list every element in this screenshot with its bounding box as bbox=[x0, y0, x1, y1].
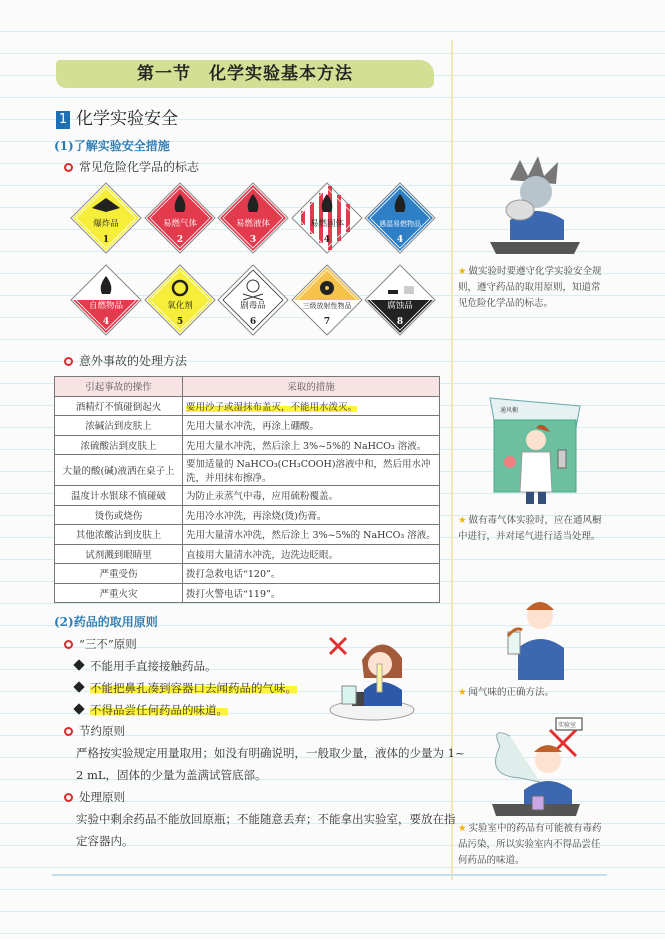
ring-bullet-icon bbox=[64, 163, 73, 172]
table-row bbox=[55, 416, 440, 436]
sign-class-number: 4 bbox=[102, 317, 110, 327]
side-note-2 bbox=[458, 513, 608, 545]
table-row bbox=[55, 455, 440, 486]
table-row bbox=[55, 486, 440, 506]
scientist-explosion-illustration bbox=[480, 150, 590, 260]
hazard-sign-toxic bbox=[217, 264, 289, 336]
fume-hood-illustration bbox=[480, 388, 590, 506]
hazard-sign-flame bbox=[144, 182, 216, 254]
side-note-1 bbox=[458, 264, 608, 312]
cell-text: 先用冷水冲洗，再涂烧(烫)伤膏。 bbox=[186, 510, 327, 522]
bullet-save bbox=[64, 720, 125, 742]
table-row bbox=[55, 396, 440, 416]
rule-text: 不能用手直接接触药品。 bbox=[90, 659, 217, 673]
ring-bullet-icon bbox=[64, 793, 73, 802]
sign-class-number: 4 bbox=[323, 235, 330, 245]
cell-text: 酒精灯不慎碰倒起火 bbox=[75, 401, 162, 413]
measure-cell bbox=[183, 435, 440, 455]
hazard-sign-flame bbox=[217, 182, 289, 254]
sign-class-number: 8 bbox=[396, 317, 404, 327]
cell-text: 为防止汞蒸气中毒，应用硫粉覆盖。 bbox=[186, 491, 339, 503]
table-header: 采取的措施 bbox=[183, 377, 440, 397]
bullet-signs bbox=[64, 158, 199, 175]
measure-cell bbox=[183, 455, 440, 486]
accident-table bbox=[54, 376, 440, 603]
table-header: 引起事故的操作 bbox=[55, 377, 183, 397]
girl-tasting-illustration bbox=[322, 630, 417, 722]
hazard-sign-flame bbox=[364, 182, 436, 254]
section-number: 1 bbox=[56, 111, 70, 129]
save-text-1: 严格按实验规定用量取用；如没有明确说明，一般取少量，液体的少量为 1~ bbox=[76, 746, 465, 760]
sign-label: 易燃固体 bbox=[309, 219, 344, 229]
star-icon: ★ bbox=[458, 515, 467, 526]
part2-heading: (2)药品的取用原则 bbox=[54, 615, 158, 629]
cell-text: 严重火灾 bbox=[99, 588, 138, 600]
cell-text: 要加适量的 NaHCO₃(CH₃COOH)溶液中和，然后用水冲洗，并用抹布擦净。 bbox=[186, 459, 431, 484]
sign-label: 易燃液体 bbox=[235, 219, 271, 229]
measure-cell bbox=[183, 505, 440, 525]
sign-class-number: 3 bbox=[249, 235, 257, 245]
cell-text: 严重受伤 bbox=[99, 569, 138, 581]
cell-text: 烫伤或烧伤 bbox=[94, 510, 143, 522]
ring-bullet-icon bbox=[64, 727, 73, 736]
sign-class-number: 5 bbox=[176, 317, 183, 327]
operation-cell bbox=[55, 583, 183, 603]
cell-text: 浓碱沾到皮肤上 bbox=[85, 421, 152, 433]
measure-cell bbox=[183, 583, 440, 603]
cell-text: 试剂溅到眼睛里 bbox=[85, 549, 152, 561]
cell-text: 其他浓酸沾到皮肤上 bbox=[75, 530, 162, 542]
smelling-method-illustration bbox=[478, 590, 588, 682]
star-icon: ★ bbox=[458, 687, 467, 698]
table-row bbox=[55, 505, 440, 525]
cell-text: 拨打急救电话“120”。 bbox=[186, 569, 281, 581]
hazard-sign-radio bbox=[291, 264, 363, 336]
rule-text: 不能把鼻孔凑到容器口去闻药品的气味。 bbox=[90, 681, 297, 695]
operation-cell bbox=[55, 396, 183, 416]
section-heading bbox=[56, 108, 178, 130]
bottom-divider bbox=[52, 874, 607, 876]
hazard-sign-explosive bbox=[70, 182, 142, 254]
diamond-bullet-icon bbox=[73, 681, 84, 692]
chapter-title: 第一节 化学实验基本方法 bbox=[56, 60, 434, 88]
measure-cell bbox=[183, 564, 440, 584]
measure-cell bbox=[183, 486, 440, 506]
rule-item bbox=[72, 655, 217, 677]
table-row bbox=[55, 564, 440, 584]
measure-cell bbox=[183, 396, 440, 416]
sign-class-number: 1 bbox=[102, 235, 110, 245]
rule-text: 不得品尝任何药品的味道。 bbox=[90, 703, 228, 717]
cell-text: 先用大量清水冲洗，然后涂上 3%~5%的 NaHCO₃ 溶液。 bbox=[186, 530, 436, 542]
bullet-text: “三不”原则 bbox=[79, 637, 137, 651]
diamond-bullet-icon bbox=[73, 703, 84, 714]
rule-item bbox=[72, 677, 297, 699]
note-text: 做实验时要遵守化学实验安全规则，遵守药品的取用原则，知道常见危险化学品的标志。 bbox=[458, 266, 602, 309]
bullet-accidents bbox=[64, 352, 187, 369]
tasting-forbidden-illustration bbox=[480, 716, 590, 816]
operation-cell bbox=[55, 486, 183, 506]
measure-cell bbox=[183, 416, 440, 436]
operation-cell bbox=[55, 525, 183, 545]
cell-text: 先用大量水冲洗，然后涂上 3%~5%的 NaHCO₃ 溶液。 bbox=[186, 440, 427, 452]
cell-text: 拨打火警电话“119”。 bbox=[186, 588, 281, 600]
cell-text: 直接用大量清水冲洗，边洗边眨眼。 bbox=[186, 549, 339, 561]
note-text: 闻气味的正确方法。 bbox=[468, 687, 555, 698]
sign-class-number: 7 bbox=[323, 317, 330, 327]
bullet-dispose bbox=[64, 786, 125, 808]
measure-cell bbox=[183, 525, 440, 545]
rule-item bbox=[72, 699, 228, 721]
save-text-2: 2 mL，固体的少量为盖满试管底部。 bbox=[76, 768, 267, 782]
hazard-sign-halfred bbox=[70, 264, 142, 336]
sign-label: 三级放射性物品 bbox=[302, 302, 351, 310]
star-icon: ★ bbox=[458, 823, 467, 834]
ring-bullet-icon bbox=[64, 640, 73, 649]
cell-text: 先用大量水冲洗，再涂上硼酸。 bbox=[186, 421, 320, 433]
bullet-three-no bbox=[64, 633, 137, 655]
sign-label: 易燃气体 bbox=[162, 219, 197, 229]
ring-bullet-icon bbox=[64, 357, 73, 366]
lab-sign-label: 实验室 bbox=[558, 722, 577, 729]
cell-text: 大量的酸(碱)液洒在桌子上 bbox=[62, 466, 175, 477]
cell-text: 要用沙子或湿抹布盖灭，不能用水泼灭。 bbox=[186, 401, 358, 413]
bullet-text: 意外事故的处理方法 bbox=[79, 354, 188, 368]
sign-class-number: 6 bbox=[249, 317, 257, 327]
measure-cell bbox=[183, 544, 440, 564]
sign-label: 自燃物品 bbox=[88, 301, 124, 311]
table-row bbox=[55, 435, 440, 455]
sign-label: 腐蚀品 bbox=[387, 301, 413, 311]
dispose-text-1: 实验中剩余药品不能放回原瓶；不能随意丢弃；不能拿出实验室，要放在指 bbox=[76, 812, 456, 826]
table-row bbox=[55, 544, 440, 564]
dispose-text-2: 定容器内。 bbox=[76, 834, 134, 848]
sign-label: 遇湿易燃物品 bbox=[379, 220, 421, 228]
sign-label: 爆炸品 bbox=[93, 219, 119, 229]
table-row bbox=[55, 525, 440, 545]
part1-heading: (1)了解实验安全措施 bbox=[54, 139, 170, 153]
operation-cell bbox=[55, 455, 183, 486]
diamond-bullet-icon bbox=[73, 659, 84, 670]
cell-text: 温度计水银球不慎碰破 bbox=[70, 491, 166, 503]
hood-label: 通风橱 bbox=[500, 407, 519, 414]
side-note-3 bbox=[458, 685, 608, 701]
sign-class-number: 2 bbox=[176, 235, 183, 245]
hazard-sign-striped bbox=[291, 182, 363, 254]
operation-cell bbox=[55, 544, 183, 564]
note-text: 做有毒气体实验时，应在通风橱中进行，并对尾气进行适当处理。 bbox=[458, 515, 602, 542]
sign-label: 剧毒品 bbox=[240, 301, 266, 311]
section-title: 化学实验安全 bbox=[76, 109, 178, 129]
operation-cell bbox=[55, 505, 183, 525]
note-text: 实验室中的药品有可能被有毒药品污染，所以实验室内不得品尝任何药品的味道。 bbox=[458, 823, 602, 866]
table-row bbox=[55, 583, 440, 603]
star-icon: ★ bbox=[458, 266, 467, 277]
sign-label: 氧化剂 bbox=[166, 301, 193, 311]
operation-cell bbox=[55, 435, 183, 455]
bullet-text: 处理原则 bbox=[79, 790, 125, 804]
operation-cell bbox=[55, 564, 183, 584]
hazard-sign-oxidizer bbox=[144, 264, 216, 336]
cell-text: 浓硫酸沾到皮肤上 bbox=[80, 440, 157, 452]
hazard-sign-corrosive bbox=[364, 264, 436, 336]
bullet-text: 节约原则 bbox=[79, 724, 125, 738]
side-note-4 bbox=[458, 821, 608, 869]
operation-cell bbox=[55, 416, 183, 436]
sign-class-number: 4 bbox=[396, 235, 404, 245]
bullet-text: 常见危险化学品的标志 bbox=[79, 160, 200, 174]
